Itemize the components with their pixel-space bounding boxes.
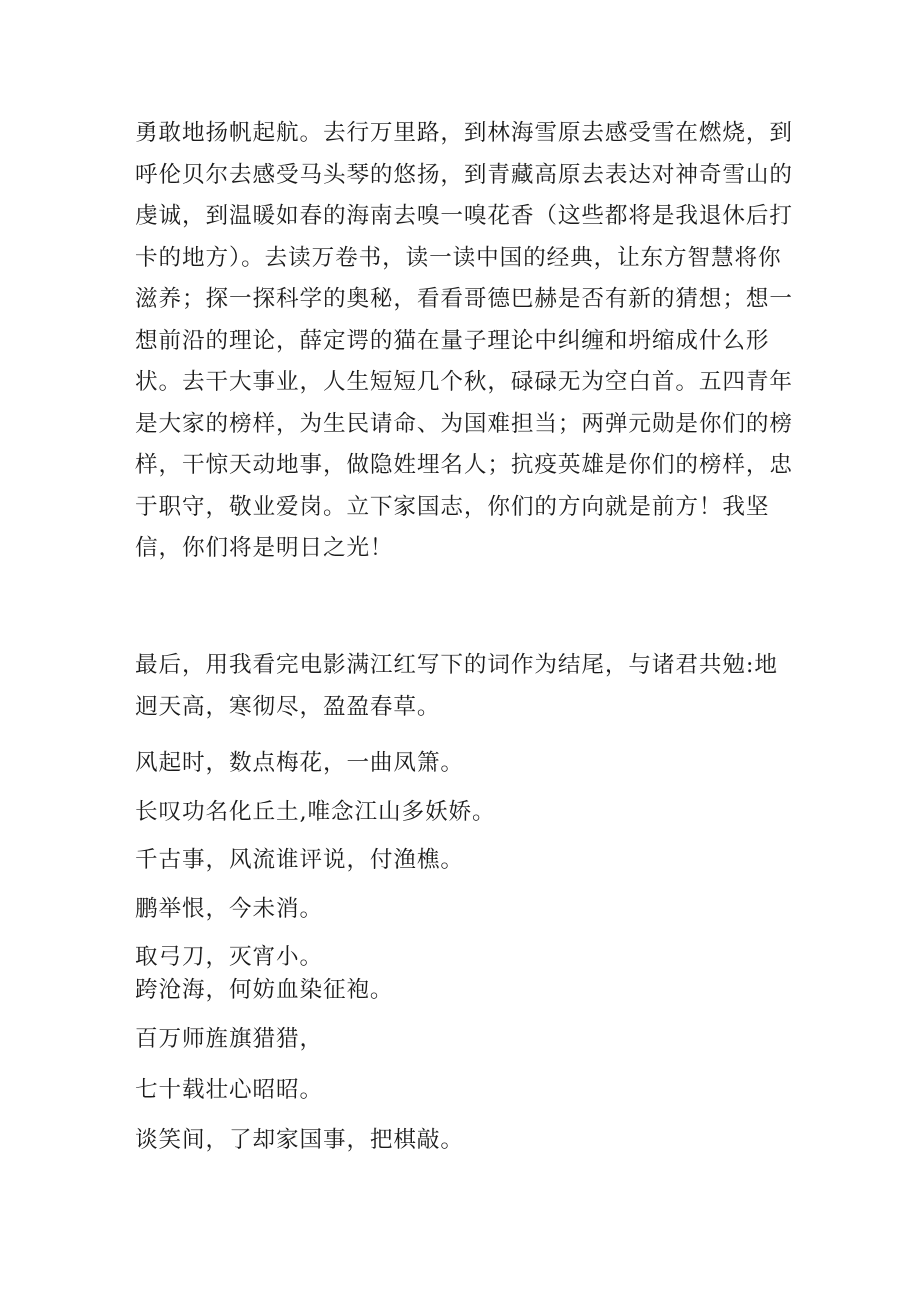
poem-line-8: 七十载壮心昭昭。 — [135, 1077, 323, 1103]
body-paragraph-1: 勇敢地扬帆起航。去行万里路，到林海雪原去感受雪在燃烧，到呼伦贝尔去感受马头琴的悠扬，到青藏高原去表达对神奇雪山的虔诚，到温暖如春的海南去嗅一嗅花香（这些都将是我退休后打卡的地方）。去读万卷书，读一读中国的经典，让东方智慧将你滋养；探一探科学的奥秘，看看哥德巴赫是否有新的猜想；想一想前沿的理论，薛定谔的猫在量子理论中纠缠和坍缩成什么形状。去干大事业，人生短短几个秋，碌碌无为空白首。五四青年是大家的榜样，为生民请命、为国难担当；两弹元勋是你们的榜样，干惊天动地事，做隐姓埋名人；抗疫英雄是你们的榜样，忠于职守，敬业爱岗。立下家国志，你们的方向就是前方！我坚信，你们将是明日之光！ — [135, 120, 793, 561]
poem-line-3: 千古事，风流谁评说，付渔樵。 — [135, 847, 464, 873]
poem-line-1: 风起时，数点梅花，一曲凤箫。 — [135, 750, 464, 776]
poem-line-5: 取弓刀，灭宵小。 — [135, 944, 323, 970]
poem-line-4: 鹏举恨，今未消。 — [135, 896, 323, 922]
body-paragraph-2: 最后，用我看完电影满江红写下的词作为结尾，与诸君共勉:地迥天高，寒彻尽，盈盈春草。 — [135, 652, 778, 720]
poem-line-7: 百万师旌旗猎猎， — [135, 1026, 323, 1052]
poem-line-2: 长叹功名化丘土,唯念江山多妖娇。 — [135, 799, 496, 825]
poem-line-9: 谈笑间，了却家国事，把棋敲。 — [135, 1127, 464, 1153]
poem-line-6: 跨沧海，何妨血染征袍。 — [135, 977, 394, 1003]
